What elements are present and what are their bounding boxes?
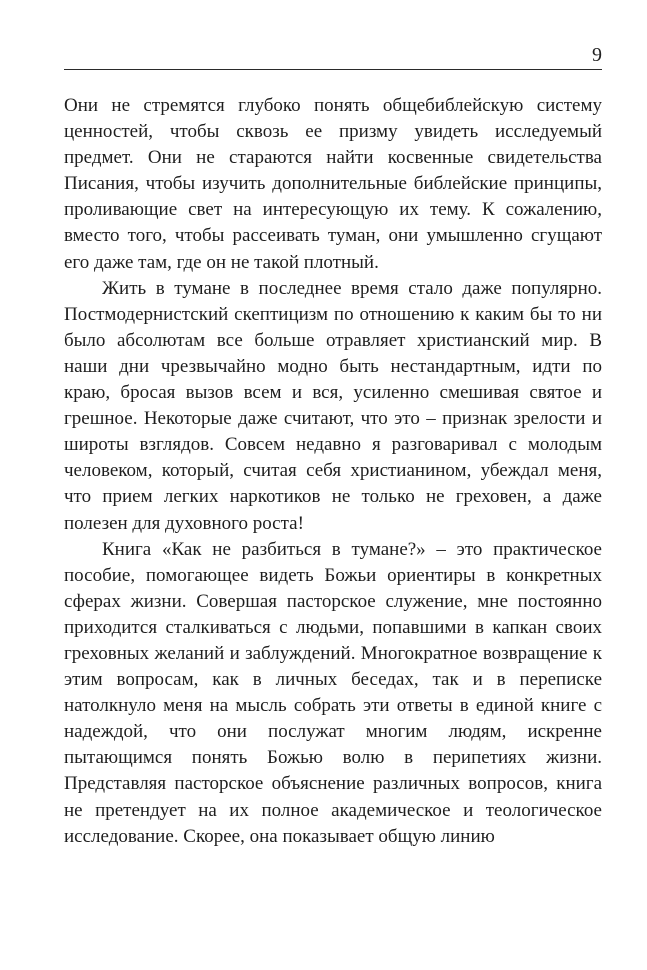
paragraph-3: Книга «Как не разбиться в тумане?» – это практическое пособие, помогающее видеть Божьи ориентиры в конкретных сферах жизни. Совершая пасторское служение, мне постоянно приходится сталкиваться с людьми, попавшими в капкан своих греховных желаний и заблуждений. Многократное возвращение к этим вопросам, как в личных беседах, так и в переписке натолкнуло меня на мысль собрать эти ответы в единой книге с надеждой, что они послужат многим людям, искренне пытающимся понять Божью волю в перипетиях жизни. Представляя пасторское объяснение различных вопросов, книга не претендует на их полное академическое и теологическое исследование. Скорее, она показывает общую линию	[64, 538, 602, 847]
header-divider	[64, 69, 602, 70]
paragraph-1: Они не стремятся глубоко понять общебиблейскую систему ценностей, чтобы сквозь ее призму увидеть исследуемый предмет. Они не стараются найти косвенные свидетельства Писания, чтобы изучить дополнительные библейские принципы, проливающие свет на интересующую их тему. К сожалению, вместо того, чтобы рассеивать туман, они умышленно сгущают его даже там, где он не такой плотный.	[64, 95, 602, 273]
page-body	[64, 93, 602, 850]
page-number: 9	[592, 44, 602, 66]
paragraph-2: Жить в тумане в последнее время стало даже популярно. Постмодернистский скептицизм по отношению к каким бы то ни было абсолютам все больше отравляет христианский мир. В наши дни чрезвычайно модно быть нестандартным, идти по краю, бросая вызов всем и вся, усиленно смешивая святое и грешное. Некоторые даже считают, что это – признак зрелости и широты взглядов. Совсем недавно я разговаривал с молодым человеком, который, считая себя христианином, убеждал меня, что прием легких наркотиков не только не греховен, а даже полезен для духовного роста!	[64, 277, 602, 534]
